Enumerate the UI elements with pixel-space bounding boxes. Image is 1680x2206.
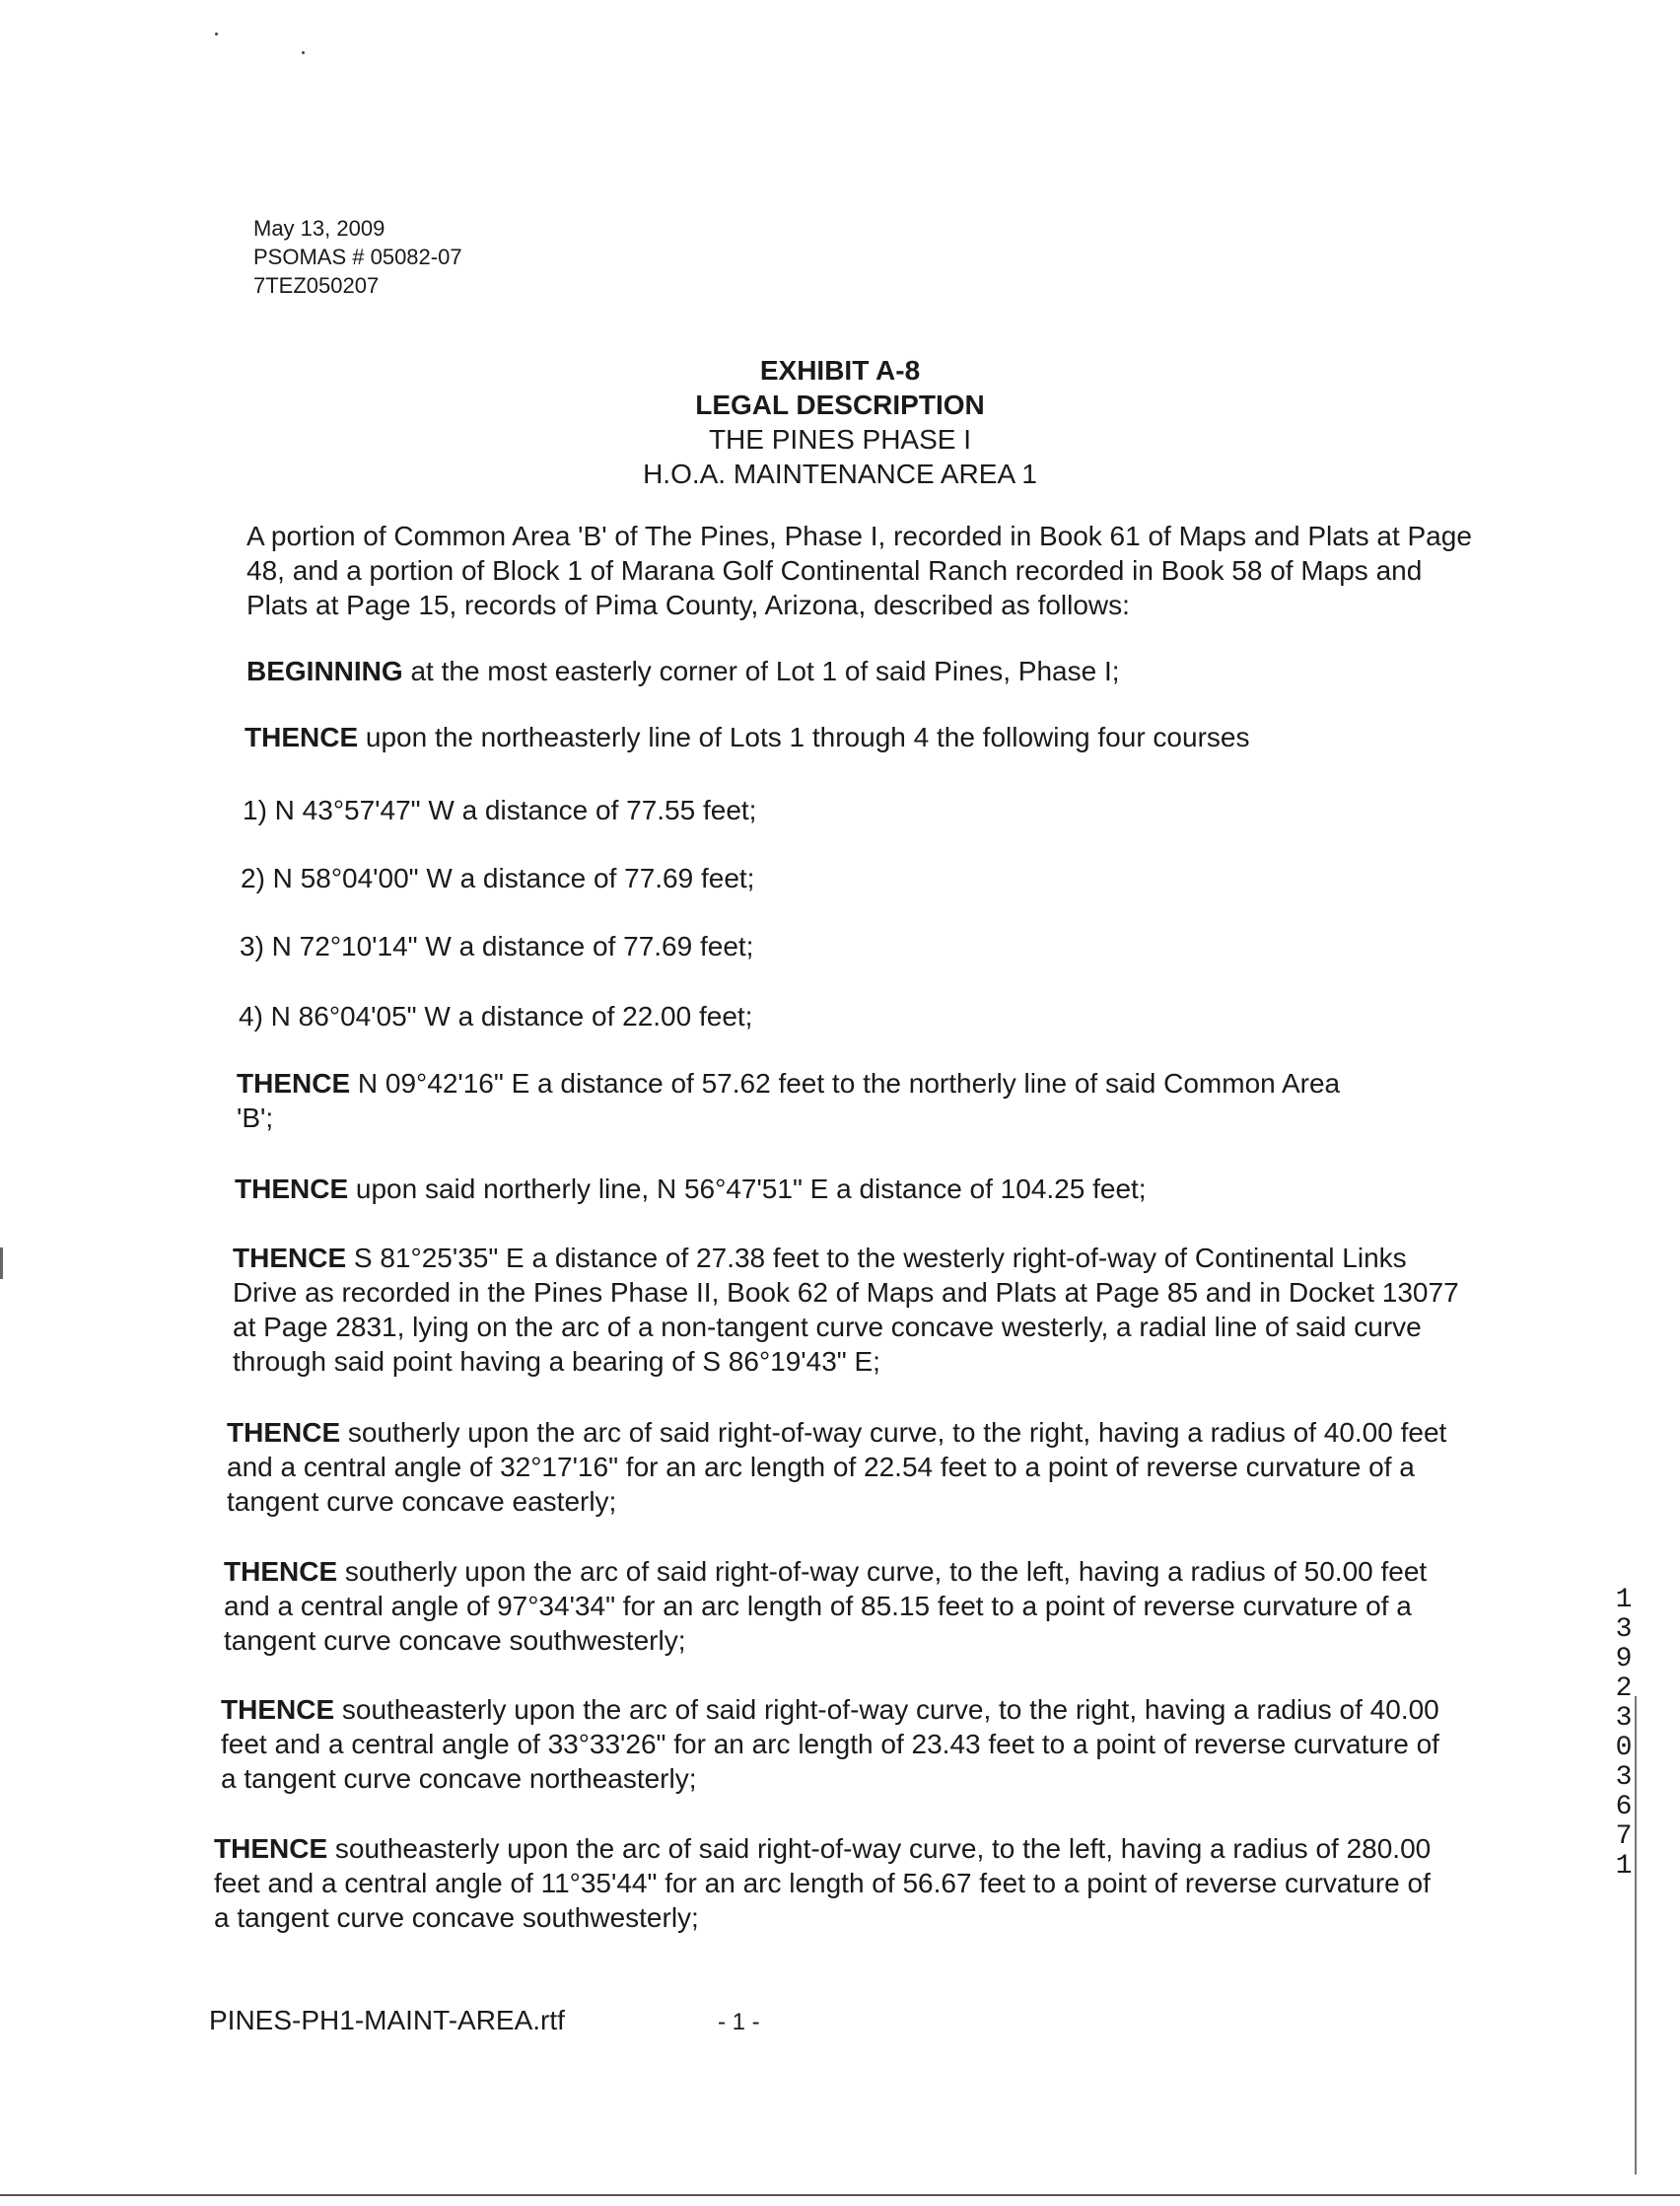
paragraph-lead: THENCE bbox=[233, 1243, 347, 1273]
paragraph-text: N 09°42'16" E a distance of 57.62 feet to the northerly line of said Common Area 'B'; bbox=[237, 1068, 1341, 1133]
stamp-digit: 3 bbox=[1615, 1703, 1633, 1734]
legal-description-heading: LEGAL DESCRIPTION bbox=[695, 390, 985, 420]
page-number: - 1 - bbox=[718, 2009, 760, 2035]
stamp-digit: 9 bbox=[1615, 1644, 1633, 1674]
paragraph-text: S 81°25'35" E a distance of 27.38 feet to the westerly right-of-way of Continental Links Drive as recorded in the Pines Phase II, Book 62 of Maps and Plats at Page 85 and in Docket 13077 at Page 2831, lying on the arc of a non-tangent curve concave westerly, a radial line of said curve through said point having a bearing of S 86°19'43" E; bbox=[233, 1243, 1459, 1377]
course-text: 3) N 72°10'14" W a distance of 77.69 feet; bbox=[240, 931, 754, 961]
course-4 bbox=[239, 999, 1466, 1033]
paragraph-lead: THENCE bbox=[235, 1174, 349, 1204]
paragraph-lead: THENCE bbox=[224, 1556, 338, 1587]
paragraph-lead: THENCE bbox=[221, 1694, 335, 1725]
paragraph-lead: THENCE bbox=[227, 1417, 341, 1448]
course-text: 2) N 58°04'00" W a distance of 77.69 feet; bbox=[241, 863, 755, 893]
paragraph-thence bbox=[245, 720, 1472, 754]
course-3 bbox=[240, 929, 1467, 963]
paragraph-thence bbox=[235, 1172, 1462, 1206]
course-2 bbox=[241, 861, 1468, 895]
exhibit-title: EXHIBIT A-8 bbox=[759, 355, 921, 386]
scan-edge-right bbox=[1635, 1696, 1637, 2174]
document-title bbox=[0, 353, 1680, 491]
document-header bbox=[253, 214, 462, 300]
paragraph-text: southerly upon the arc of said right-of-way curve, to the left, having a radius of 50.00 feet and a central angle of 97°34'34" for an arc length of 85.15 feet to a point of reverse curvature of a tangent curve concave southwesterly; bbox=[224, 1556, 1428, 1656]
course-text: 1) N 43°57'47" W a distance of 77.55 feet; bbox=[243, 795, 757, 825]
paragraph-lead: THENCE bbox=[237, 1068, 351, 1099]
maintenance-area-name: H.O.A. MAINTENANCE AREA 1 bbox=[643, 459, 1037, 489]
stamp-digit: 3 bbox=[1615, 1762, 1633, 1793]
paragraph-thence bbox=[237, 1066, 1380, 1135]
paragraph-text: upon said northerly line, N 56°47'51" E a distance of 104.25 feet; bbox=[348, 1174, 1147, 1204]
paragraph-text: upon the northeasterly line of Lots 1 through 4 the following four courses bbox=[358, 722, 1250, 752]
paragraph-thence bbox=[221, 1692, 1448, 1796]
paragraph-lead: THENCE bbox=[214, 1833, 328, 1864]
scan-speck bbox=[302, 51, 305, 54]
course-1 bbox=[243, 793, 1470, 827]
psomas-number: PSOMAS # 05082-07 bbox=[253, 245, 462, 269]
paragraph-lead: THENCE bbox=[245, 722, 359, 752]
intro-paragraph: A portion of Common Area 'B' of The Pines, Phase I, recorded in Book 61 of Maps and Plats at Page 48, and a portion of Block 1 of Marana Golf Continental Ranch recorded in Book 58 of Maps and Plats at Page 15, records of Pima County, Arizona, described as follows: bbox=[246, 521, 1472, 620]
stamp-digit: 2 bbox=[1615, 1673, 1633, 1704]
paragraph-text: at the most easterly corner of Lot 1 of said Pines, Phase I; bbox=[402, 656, 1120, 686]
footer-filename: PINES-PH1-MAINT-AREA.rtf bbox=[209, 2005, 565, 2035]
stamp-digit: 3 bbox=[1615, 1614, 1633, 1645]
paragraph-text: southerly upon the arc of said right-of-way curve, to the right, having a radius of 40.00 feet and a central angle of 32°17'16" for an arc length of 22.54 feet to a point of reverse curvature of a tangent curve concave easterly; bbox=[227, 1417, 1447, 1517]
paragraph-thence bbox=[233, 1241, 1460, 1379]
paragraph-text: southeasterly upon the arc of said right-of-way curve, to the left, having a radius of 280.00 feet and a central angle of 11°35'44" for an arc length of 56.67 feet to a point of reverse curvature of a tangent curve concave southwesterly; bbox=[214, 1833, 1432, 1933]
subdivision-name: THE PINES PHASE I bbox=[708, 424, 972, 455]
paragraph-thence bbox=[214, 1831, 1451, 1935]
reference-code: 7TEZ050207 bbox=[253, 273, 380, 298]
paragraph-thence bbox=[224, 1554, 1456, 1658]
stamp-digit: 1 bbox=[1615, 1851, 1633, 1882]
scan-edge-bottom bbox=[0, 2194, 1680, 2196]
paragraph-text: southeasterly upon the arc of said right-of-way curve, to the right, having a radius of 40.00 feet and a central angle of 33°33'26" for an arc length of 23.43 feet to a point of reverse curvature of a tangent curve concave northeasterly; bbox=[221, 1694, 1439, 1794]
stamp-digit: 1 bbox=[1615, 1585, 1633, 1615]
paragraph-thence bbox=[227, 1415, 1454, 1519]
paragraph-beginning bbox=[246, 654, 1474, 688]
stamp-digit: 0 bbox=[1615, 1733, 1633, 1763]
date-line: May 13, 2009 bbox=[253, 216, 385, 241]
scan-edge-left bbox=[0, 1247, 3, 1279]
scan-speck bbox=[215, 33, 218, 36]
stamp-digit: 6 bbox=[1615, 1792, 1633, 1822]
stamp-digit: 7 bbox=[1615, 1821, 1633, 1852]
paragraph-lead: BEGINNING bbox=[246, 656, 403, 686]
course-text: 4) N 86°04'05" W a distance of 22.00 feet; bbox=[239, 1001, 753, 1032]
